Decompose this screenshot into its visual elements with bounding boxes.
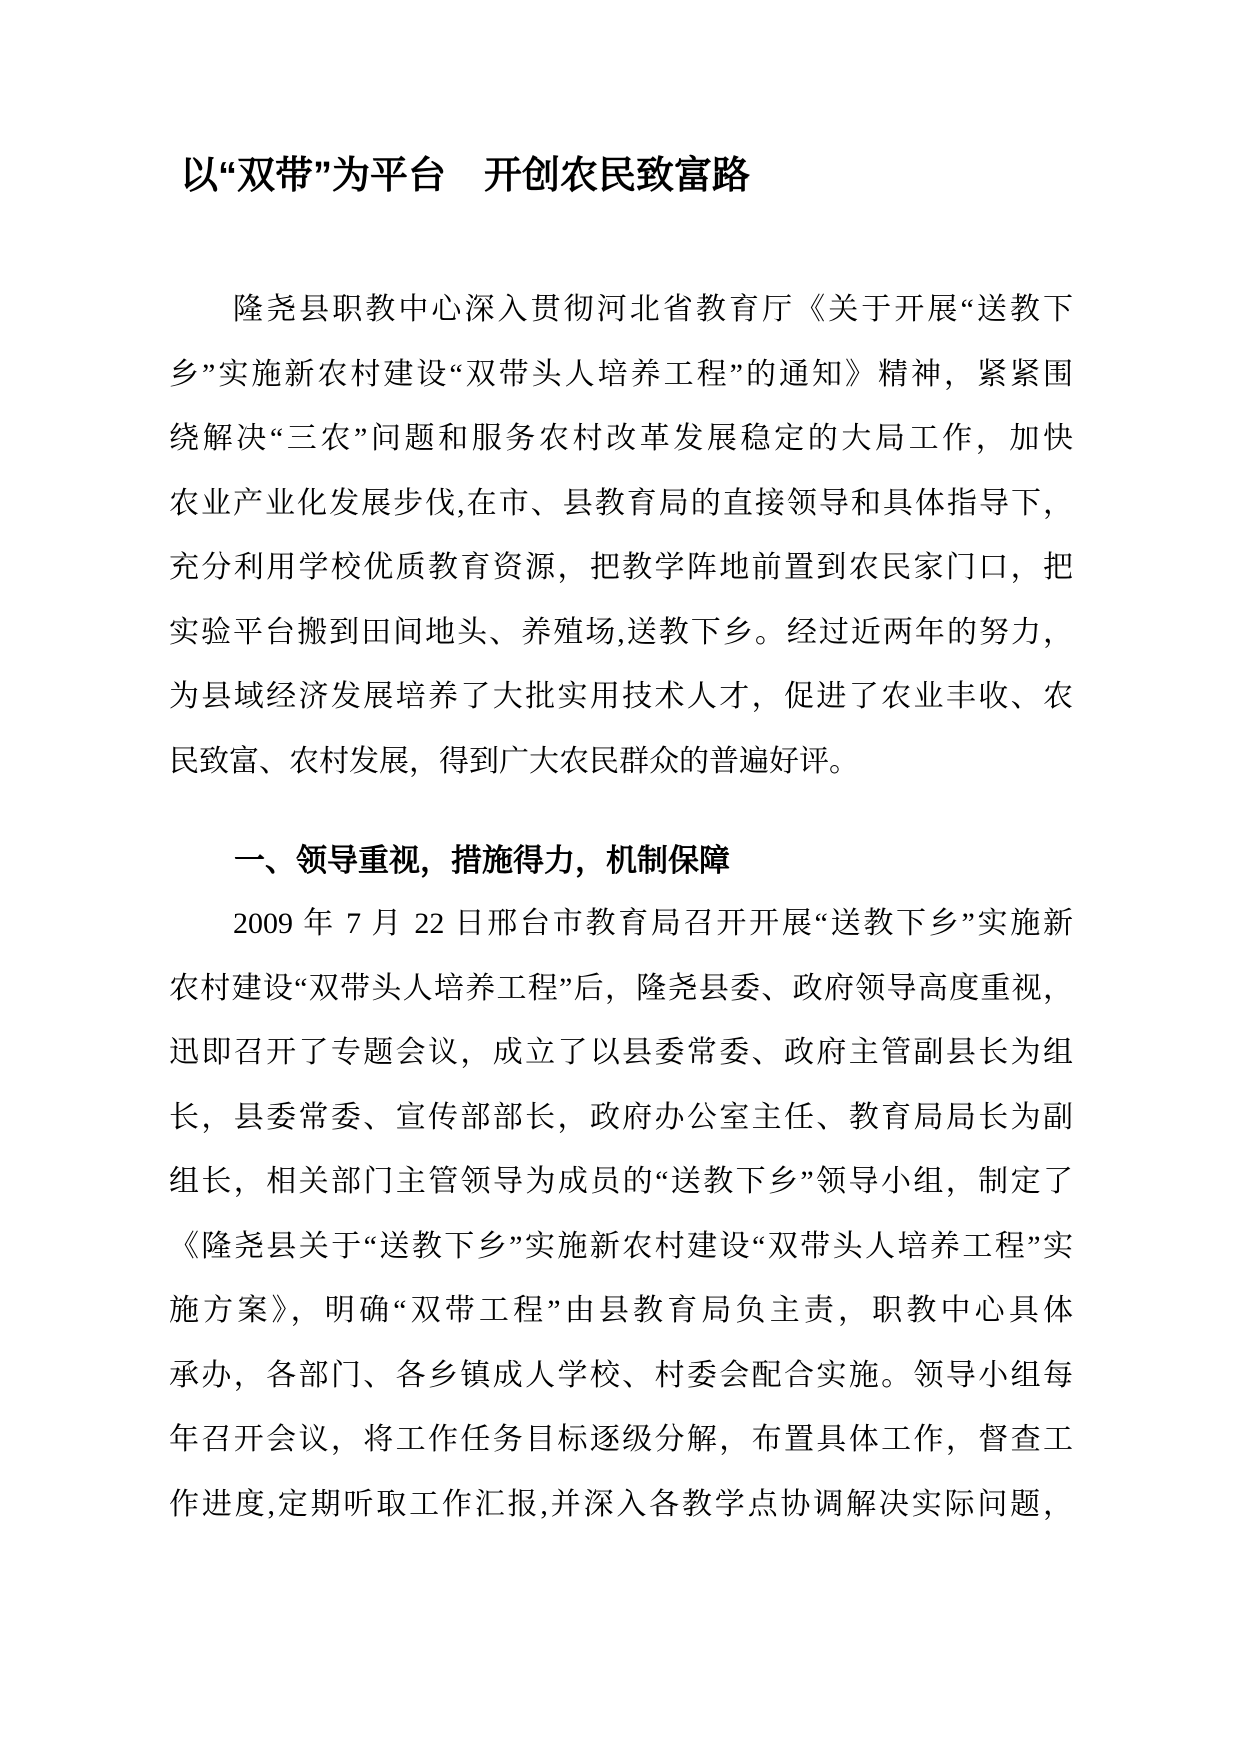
paragraph-line: 2009 年 7 月 22 日邢台市教育局召开开展“送教下乡”实施新 [233, 907, 1073, 940]
document-title: 以“双带”为平台 开创农民致富路 [180, 155, 751, 197]
paragraph-line: 迅即召开了专题会议，成立了以县委常委、政府主管副县长为组 [169, 1036, 1073, 1069]
paragraph-line: 施方案》，明确“双带工程”由县教育局负主责，职教中心具体 [169, 1294, 1073, 1327]
paragraph-line: 作进度,定期听取工作汇报,并深入各教学点协调解决实际问题， [169, 1487, 1073, 1521]
intro-paragraph [169, 278, 1073, 794]
paragraph-line: 充分利用学校优质教育资源，把教学阵地前置到农民家门口，把 [169, 551, 1073, 584]
paragraph-line: 实验平台搬到田间地头、养殖场,送教下乡。经过近两年的努力， [169, 615, 1073, 649]
paragraph-line: 长，县委常委、宣传部部长，政府办公室主任、教育局局长为副 [169, 1100, 1073, 1134]
paragraph-line: 《隆尧县关于“送教下乡”实施新农村建设“双带头人培养工程”实 [169, 1229, 1073, 1263]
paragraph-line: 农村建设“双带头人培养工程”后，隆尧县委、政府领导高度重视， [169, 971, 1073, 1005]
paragraph-line: 民致富、农村发展，得到广大农民群众的普遍好评。 [169, 744, 859, 778]
paragraph-line: 年召开会议，将工作任务目标逐级分解，布置具体工作，督查工 [169, 1423, 1073, 1456]
paragraph-line: 组长，相关部门主管领导为成员的“送教下乡”领导小组，制定了 [169, 1165, 1073, 1198]
paragraph-line: 承办，各部门、各乡镇成人学校、村委会配合实施。领导小组每 [169, 1358, 1073, 1392]
paragraph-line: 乡”实施新农村建设“双带头人培养工程”的通知》精神，紧紧围 [169, 357, 1073, 391]
paragraph-line: 为县域经济发展培养了大批实用技术人才，促进了农业丰收、农 [169, 680, 1073, 713]
paragraph-line: 隆尧县职教中心深入贯彻河北省教育厅《关于开展“送教下 [233, 293, 1073, 326]
section1-paragraph [169, 892, 1073, 1537]
section-heading: 一、领导重视，措施得力，机制保障 [234, 843, 730, 878]
paragraph-line: 农业产业化发展步伐,在市、县教育局的直接领导和具体指导下， [169, 486, 1073, 520]
paragraph-line: 绕解决“三农”问题和服务农村改革发展稳定的大局工作，加快 [169, 422, 1073, 455]
